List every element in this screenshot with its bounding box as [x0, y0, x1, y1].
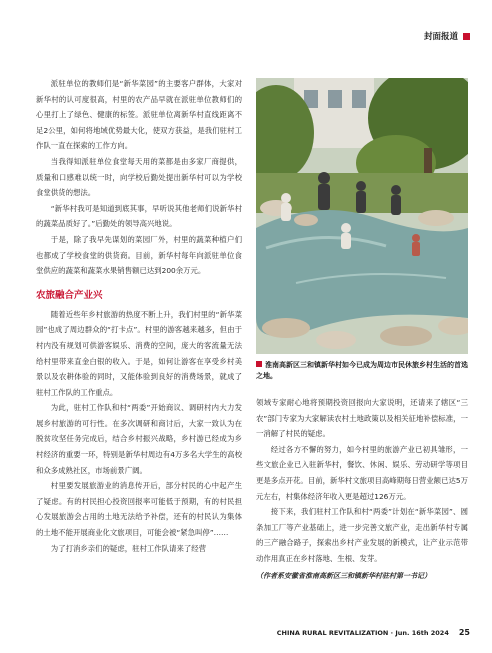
paragraph: “新华村我可是知道到底其事，早听说其他老师们说新华村的蔬菜品质好了。”后勤处的领导高兴地说。 [36, 203, 242, 229]
right-text-column [256, 395, 468, 583]
paragraph: 经过各方不懈的努力，如今村里的旅游产业已初具雏形，一些文旅企业已入驻新华村，餐饮、休闲、娱乐、劳动研学等项目更是多点开花。目前，新华村文旅项目高峰期每日营业额已达5万元左右，村集体经济年收入更是超过126万元。 [256, 444, 468, 501]
photo-caption [256, 360, 468, 382]
red-square-icon [463, 33, 470, 40]
section-heading: 农旅融合产业兴 [36, 289, 103, 301]
caption-text: 淮南高新区三和镇新华村如今已成为周边市民休旅乡村生活的首选之地。 [256, 361, 468, 380]
paragraph: 为此，驻村工作队和村“两委”开始商议、调研村内大力发展乡村旅游的可行性。在多次调研和商讨后，大家一致认为在脱贫攻坚任务完成后，结合乡村振兴战略，乡村游已经成为乡村经济的重要一环，特别是新华村周边有4万多名大学生的高校和众多成熟社区，市场前景广阔。 [36, 403, 242, 475]
left-text-column [36, 76, 242, 556]
paragraph: 为了打消乡亲们的疑虑，驻村工作队请来了经营 [50, 543, 207, 553]
paragraph: 接下来，我们驻村工作队和村“两委”计划在“新华菜园”、圆条加工厂等产业基础上，进一步完善文旅产业，走出新华村专属的三产融合路子，探索出乡村产业发展的新模式，让产业示范带动作用真正在乡村落地、生根、发芽。 [256, 507, 468, 563]
page-number: 25 [458, 628, 470, 637]
village-photo [256, 78, 468, 354]
section-tag [424, 30, 470, 42]
author-note: （作者系安徽省淮南高新区三和镇新华村驻村第一书记） [256, 571, 431, 580]
page-footer [277, 628, 470, 637]
paragraph: 随着近些年乡村旅游的热度不断上升，我们村里的“新华菜园”也成了周边群众的“打卡点”。村里的游客越来越多，但由于村内没有规划可供游客娱乐、消费的空间，庞大的客流量无法给村里带来直金白银的收入。于是，如何让游客在享受乡村美景以及农耕体验的同时，又能体验到良好的消费场景，就成了驻村工作队的工作重点。 [36, 309, 242, 397]
paragraph: 派驻单位的教师们是“新华菜园”的主要客户群体，大家对新华村的认可度很高，村里的农产品早就在派驻单位教师们的心里打上了绿色、健康的标签。派驻单位离新华村直线距离不足2公里，如何将地域优势最大化，使双方获益，是我们驻村工作队一直在探索的工作方向。 [36, 79, 242, 151]
section-tag-label: 封面报道 [423, 32, 458, 42]
paragraph: 村里要发展旅游业的消息传开后，部分村民的心中起产生了疑虑。有的村民担心投资回报率可能低于预期，有的村民担心发展旅游会占用的土地无法给予补偿，还有的村民认为集体的土地不能开展商业化文旅项目，可能会被“紧急叫停”…… [36, 481, 242, 538]
red-square-icon [256, 361, 262, 367]
magazine-name: CHINA RURAL REVITALIZATION · Jun. 16th 2024 [276, 628, 449, 637]
paragraph: 于是，除了我早先谋划的菜园厂外，村里的蔬菜种植户们也都成了学校食堂的供货商。目前，新华村每年向派驻单位食堂供应的蔬菜和蔬菜水果销售额已达到200余万元。 [36, 234, 242, 276]
paragraph: 当我得知派驻单位食堂每天用的菜都是由多家厂商提供，质量和口感难以统一时，向学校后勤处提出新华村可以为学校食堂供货的想法。 [36, 156, 242, 198]
paragraph: 领域专家耐心地将预期投资回报向大家说明，还请来了辖区“三农”部门专家为大家解读农村土地政策以及相关征地补偿标准，一一消解了村民的疑虑。 [256, 398, 468, 439]
